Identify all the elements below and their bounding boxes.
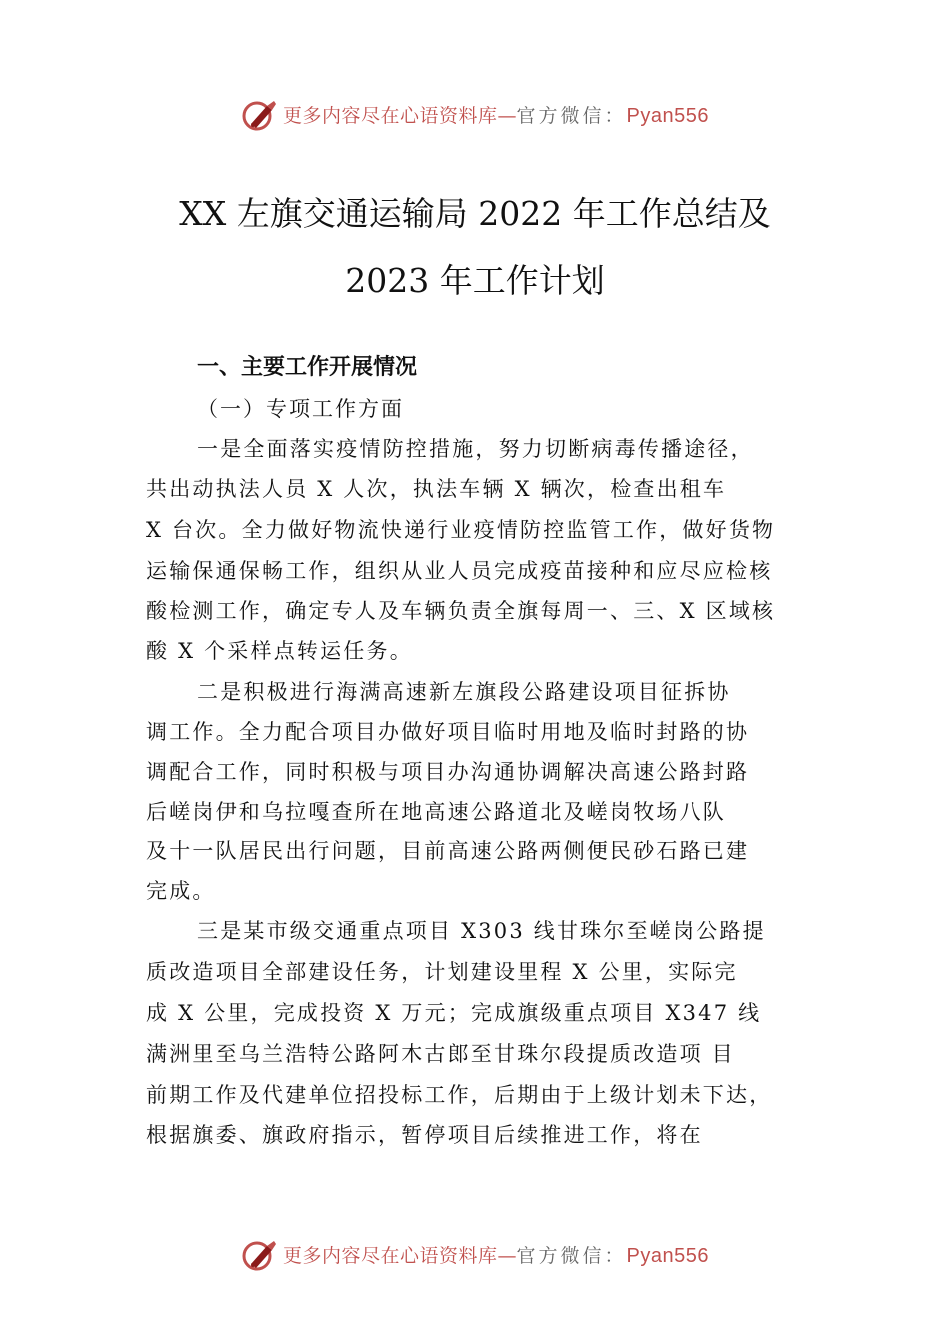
banner-dash: —: [497, 1245, 517, 1267]
pen-nib-logo-icon: [241, 1238, 281, 1274]
body-line: 成 X 公里，完成投资 X 万元；完成旗级重点项目 X347 线: [146, 1001, 762, 1025]
banner-promo-text: 更多内容尽在心语资料库: [283, 105, 498, 127]
body-line: 二是积极进行海满高速新左旗段公路建设项目征拆协: [197, 680, 731, 704]
banner-wechat-label: 官方微信：: [516, 1245, 627, 1267]
body-line: 调工作。全力配合项目办做好项目临时用地及临时封路的协: [146, 720, 750, 744]
body-line: 调配合工作，同时积极与项目办沟通协调解决高速公路封路: [146, 760, 750, 784]
body-line: 后嵯岗伊和乌拉嘎查所在地高速公路道北及嵯岗牧场八队: [146, 800, 726, 824]
body-line: 三是某市级交通重点项目 X303 线甘珠尔至嵯岗公路提: [197, 919, 766, 943]
body-line: 酸检测工作，确定专人及车辆负责全旗每周一、三、X 区域核: [146, 599, 776, 623]
subsection-heading: （一）专项工作方面: [197, 397, 404, 421]
pen-nib-logo-icon: [241, 98, 281, 134]
body-line: 酸 X 个采样点转运任务。: [146, 639, 413, 663]
body-line: 质改造项目全部建设任务，计划建设里程 X 公里，实际完: [146, 960, 738, 984]
body-line: 完成。: [146, 879, 216, 903]
body-line: 及十一队居民出行问题，目前高速公路两侧便民砂石路已建: [146, 839, 750, 863]
banner-wechat-handle: Pyan556: [626, 1245, 709, 1267]
banner-dash: —: [497, 105, 517, 127]
body-line: 一是全面落实疫情防控措施，努力切断病毒传播途径，: [197, 437, 754, 461]
document-title-line-1: XX 左旗交通运输局 2022 年工作总结及: [179, 194, 771, 233]
footer-banner[interactable]: [0, 1238, 950, 1274]
header-banner[interactable]: [0, 98, 950, 134]
document-title-line-2: 2023 年工作计划: [345, 261, 605, 300]
body-line: 前期工作及代建单位招投标工作，后期由于上级计划未下达，: [146, 1083, 773, 1107]
body-line: X 台次。全力做好物流快递行业疫情防控监管工作，做好货物: [146, 518, 776, 542]
banner-wechat-handle: Pyan556: [626, 105, 709, 127]
body-line: 根据旗委、旗政府指示，暂停项目后续推进工作，将在: [146, 1123, 703, 1147]
body-line: 满洲里至乌兰浩特公路阿木古郎至甘珠尔段提质改造项 目: [146, 1042, 735, 1066]
banner-wechat-label: 官方微信：: [516, 105, 627, 127]
body-line: 运输保通保畅工作，组织从业人员完成疫苗接种和应尽应检核: [146, 559, 773, 583]
banner-promo-text: 更多内容尽在心语资料库: [283, 1245, 498, 1267]
body-line: 共出动执法人员 X 人次，执法车辆 X 辆次，检查出租车: [146, 477, 727, 501]
section-heading: 一、主要工作开展情况: [197, 355, 418, 380]
